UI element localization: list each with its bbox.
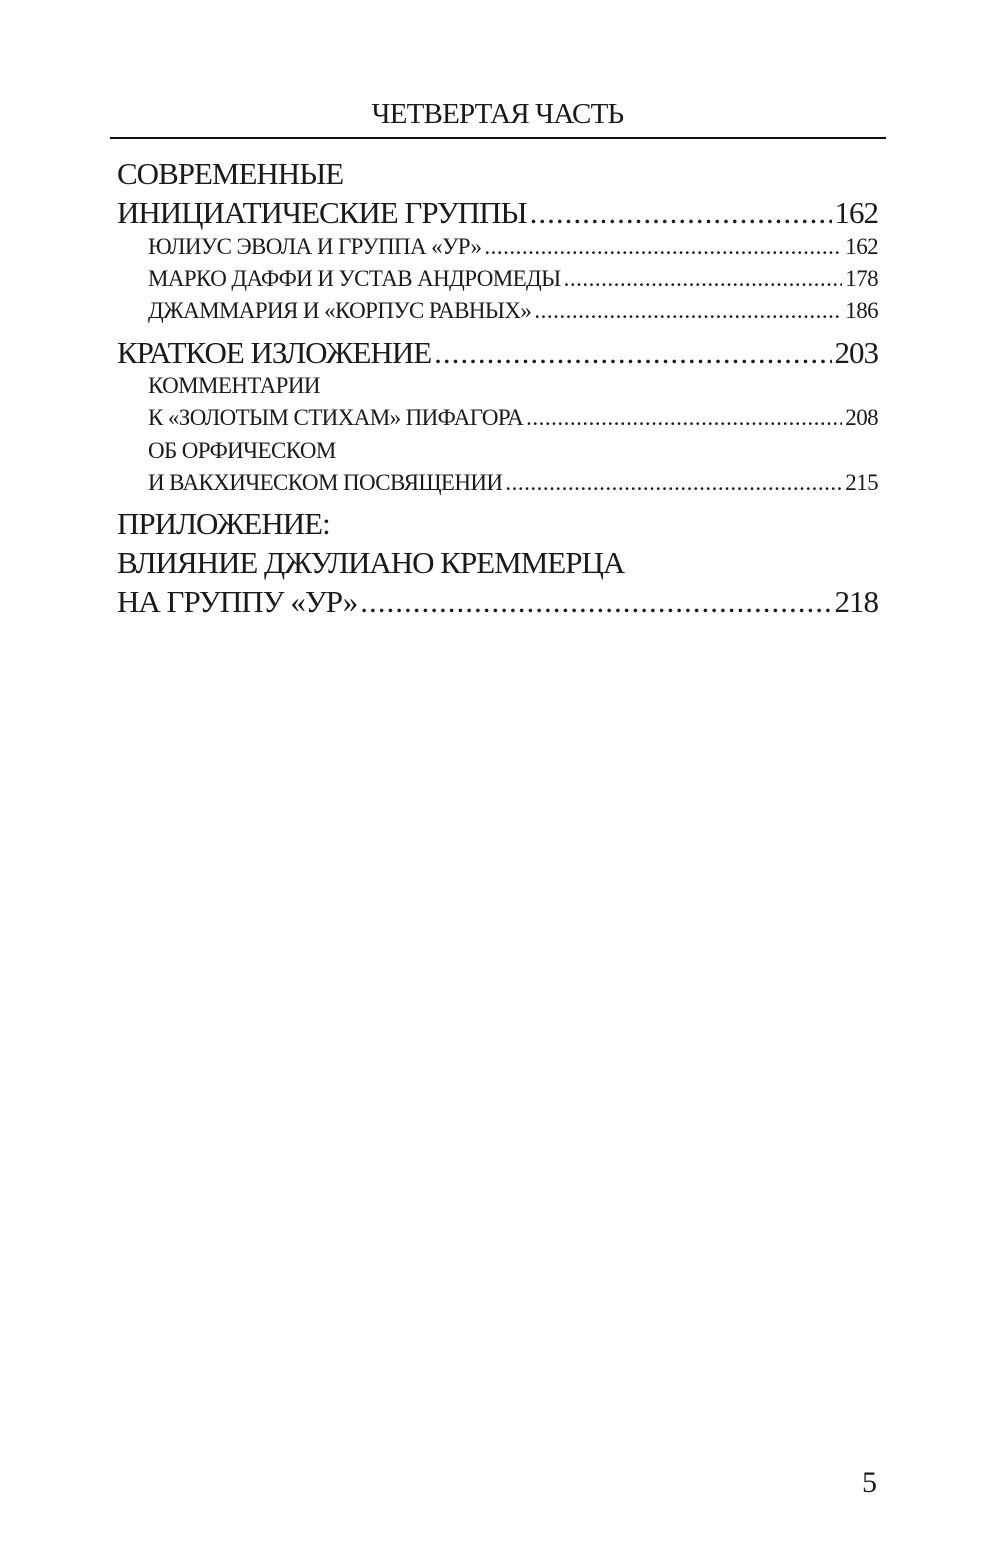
page-number: 5 (862, 1466, 877, 1499)
toc-title: КОММЕНТАРИИ (148, 373, 320, 398)
dot-leader (505, 470, 842, 496)
dot-leader (530, 195, 832, 231)
toc-entry-line (117, 545, 878, 581)
toc-entry-line (117, 506, 878, 542)
dot-leader (434, 335, 831, 371)
toc-title: ОБ ОРФИЧЕСКОМ (148, 438, 336, 463)
toc-page: 203 (834, 335, 878, 370)
toc-entry-line (117, 156, 878, 192)
toc-page: 162 (845, 234, 878, 259)
toc-title: ИНИЦИАТИЧЕСКИЕ ГРУППЫ (117, 195, 527, 230)
toc-page: 162 (834, 195, 878, 230)
toc-entry-line (148, 373, 878, 399)
dot-leader (484, 234, 842, 260)
toc-entry[interactable] (148, 405, 878, 431)
toc-entry[interactable] (117, 335, 878, 371)
dot-leader (526, 405, 842, 431)
toc-page: 178 (845, 266, 878, 291)
toc-title: ДЖАММАРИЯ И «КОРПУС РАВНЫХ» (148, 298, 532, 323)
toc-title: СОВРЕМЕННЫЕ (117, 156, 344, 191)
toc-entry[interactable] (148, 234, 878, 260)
dot-leader (360, 584, 831, 620)
toc-entry[interactable] (148, 470, 878, 496)
toc-entry[interactable] (148, 298, 878, 324)
toc-title: ЮЛИУС ЭВОЛА И ГРУППА «УР» (148, 234, 482, 259)
toc-title: НА ГРУППУ «УР» (117, 584, 358, 619)
toc-title: ВЛИЯНИЕ ДЖУЛИАНО КРЕММЕРЦА (117, 545, 625, 580)
dot-leader (564, 266, 843, 292)
toc-entry[interactable] (117, 195, 878, 231)
toc-title: МАРКО ДАФФИ И УСТАВ АНДРОМЕДЫ (148, 266, 561, 291)
toc-entry[interactable] (117, 584, 878, 620)
toc-entry-line (148, 438, 878, 464)
part-heading: ЧЕТВЕРТАЯ ЧАСТЬ (371, 98, 624, 130)
toc-entry[interactable] (148, 266, 878, 292)
toc-title: ПРИЛОЖЕНИЕ: (117, 506, 330, 541)
toc-page: 208 (845, 405, 878, 430)
toc-title: И ВАКХИЧЕСКОМ ПОСВЯЩЕНИИ (148, 470, 503, 495)
dot-leader (534, 298, 842, 324)
toc-page: 218 (834, 584, 878, 619)
toc-title: КРАТКОЕ ИЗЛОЖЕНИЕ (117, 335, 432, 370)
toc-title: К «ЗОЛОТЫМ СТИХАМ» ПИФАГОРА (148, 405, 524, 430)
toc-page: 186 (845, 298, 878, 323)
heading-rule (110, 137, 886, 139)
toc-page: 215 (845, 470, 878, 495)
